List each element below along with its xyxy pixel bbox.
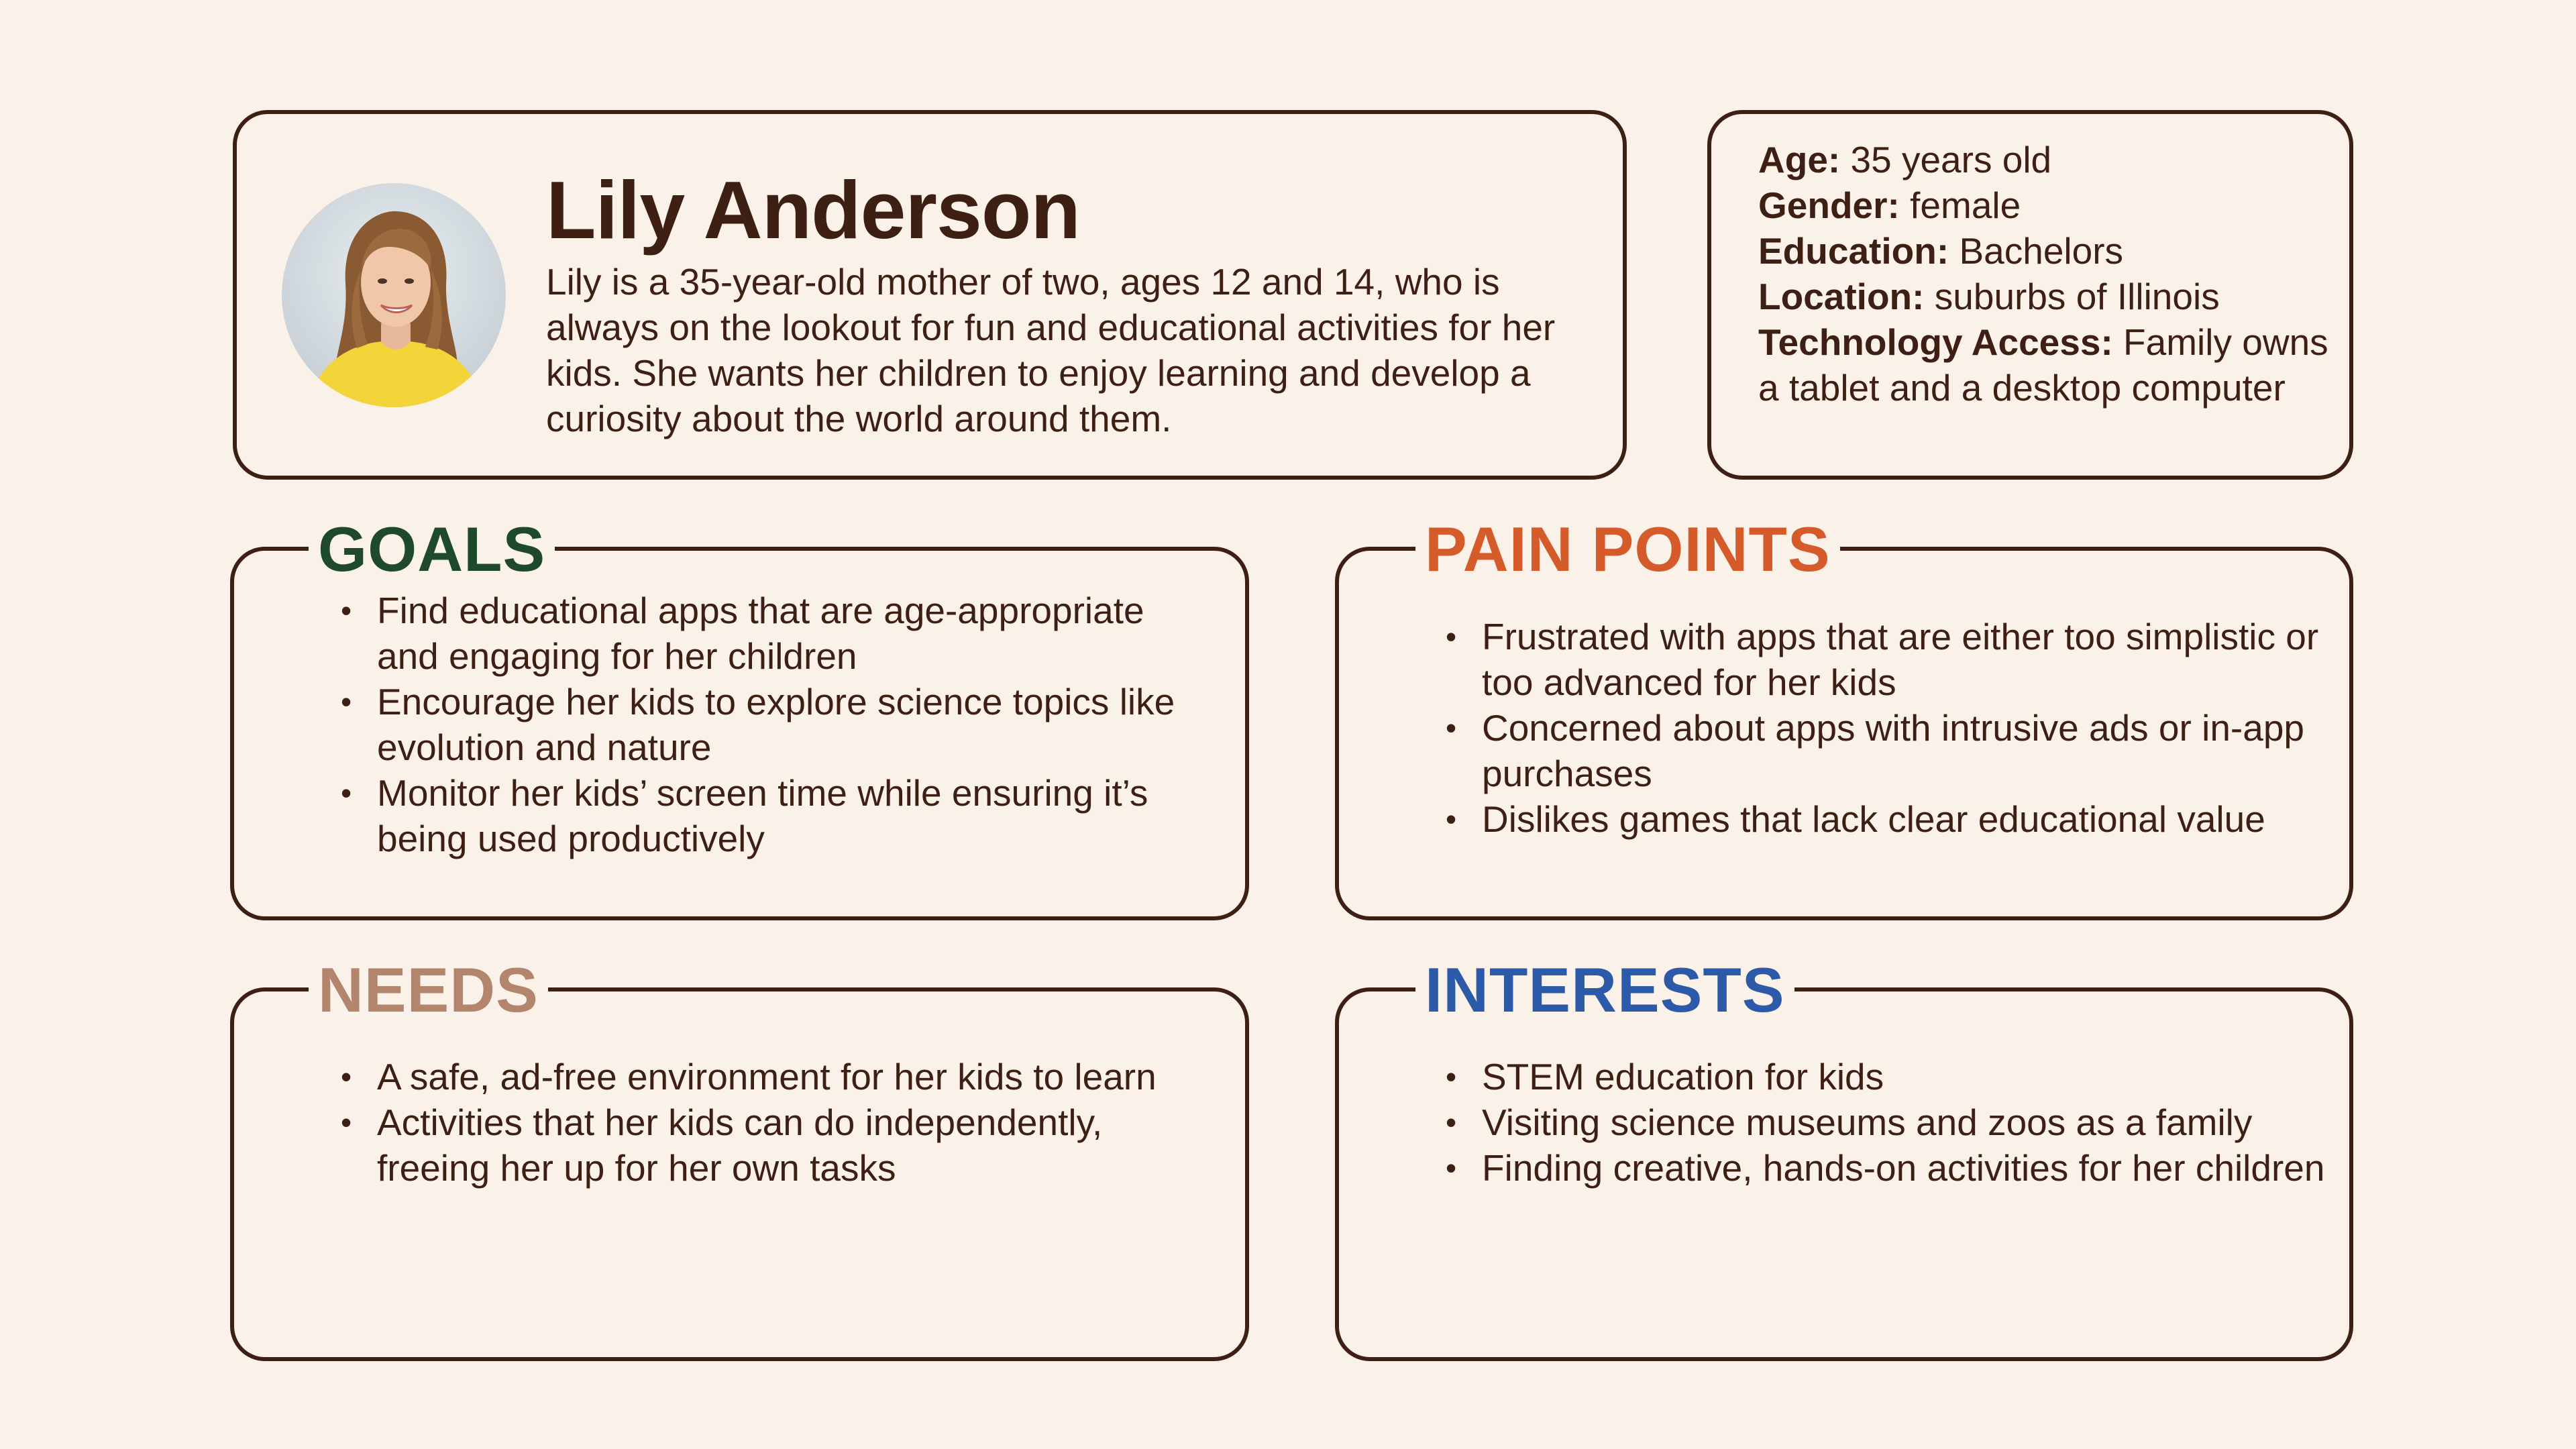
fact-age	[1758, 137, 2335, 182]
fact-label: Age:	[1758, 139, 1841, 180]
fact-gender	[1758, 182, 2335, 228]
list-item: • Dislikes games that lack clear educational value	[1446, 796, 2331, 842]
list-item: • STEM education for kids	[1446, 1054, 2331, 1099]
pain-points-list	[1446, 614, 2331, 842]
fact-location	[1758, 274, 2335, 319]
needs-list	[341, 1054, 1213, 1191]
persona-bio: Lily is a 35-year-old mother of two, ages 12 and 14, who is always on the lookout for fun and educational activities for her kids. She wants her children to enjoy learning and develop a curiosity about the world around them.	[546, 261, 1556, 439]
list-item: • Finding creative, hands-on activities for her children	[1446, 1145, 2331, 1191]
avatar	[282, 183, 506, 407]
interests-list	[1446, 1054, 2331, 1191]
fact-value: female	[1910, 184, 2021, 226]
list-item: • Visiting science museums and zoos as a family	[1446, 1099, 2331, 1145]
fact-value: Bachelors	[1959, 230, 2124, 272]
fact-label: Location:	[1758, 276, 1925, 317]
fact-label: Education:	[1758, 230, 1949, 272]
fact-label: Technology Access:	[1758, 321, 2113, 363]
demographics-list	[1758, 137, 2335, 411]
goals-list	[341, 588, 1213, 861]
needs-heading: NEEDS	[309, 959, 548, 1022]
fact-value: 35 years old	[1850, 139, 2052, 180]
fact-education	[1758, 228, 2335, 274]
list-item: • A safe, ad-free environment for her kids to learn	[341, 1054, 1213, 1099]
list-item: • Find educational apps that are age-appropriate and engaging for her children	[341, 588, 1213, 679]
fact-value: suburbs of Illinois	[1934, 276, 2220, 317]
list-item: • Concerned about apps with intrusive ads or in-app purchases	[1446, 705, 2331, 796]
goals-heading: GOALS	[309, 518, 555, 581]
persona-name: Lily Anderson	[546, 164, 1080, 256]
fact-technology-access	[1758, 319, 2335, 411]
fact-value: Family owns a tablet and a desktop computer	[1758, 321, 2328, 409]
fact-label: Gender:	[1758, 184, 1900, 226]
list-item: • Monitor her kids’ screen time while ensuring it’s being used productively	[341, 770, 1213, 861]
pain-points-heading: PAIN POINTS	[1415, 518, 1840, 581]
list-item: • Activities that her kids can do independently, freeing her up for her own tasks	[341, 1099, 1213, 1191]
interests-heading: INTERESTS	[1415, 959, 1794, 1022]
list-item: • Encourage her kids to explore science topics like evolution and nature	[341, 679, 1213, 770]
list-item: • Frustrated with apps that are either too simplistic or too advanced for her kids	[1446, 614, 2331, 705]
demographics-card	[1707, 110, 2353, 480]
profile-card	[233, 110, 1627, 480]
avatar-portrait-image	[282, 183, 506, 407]
